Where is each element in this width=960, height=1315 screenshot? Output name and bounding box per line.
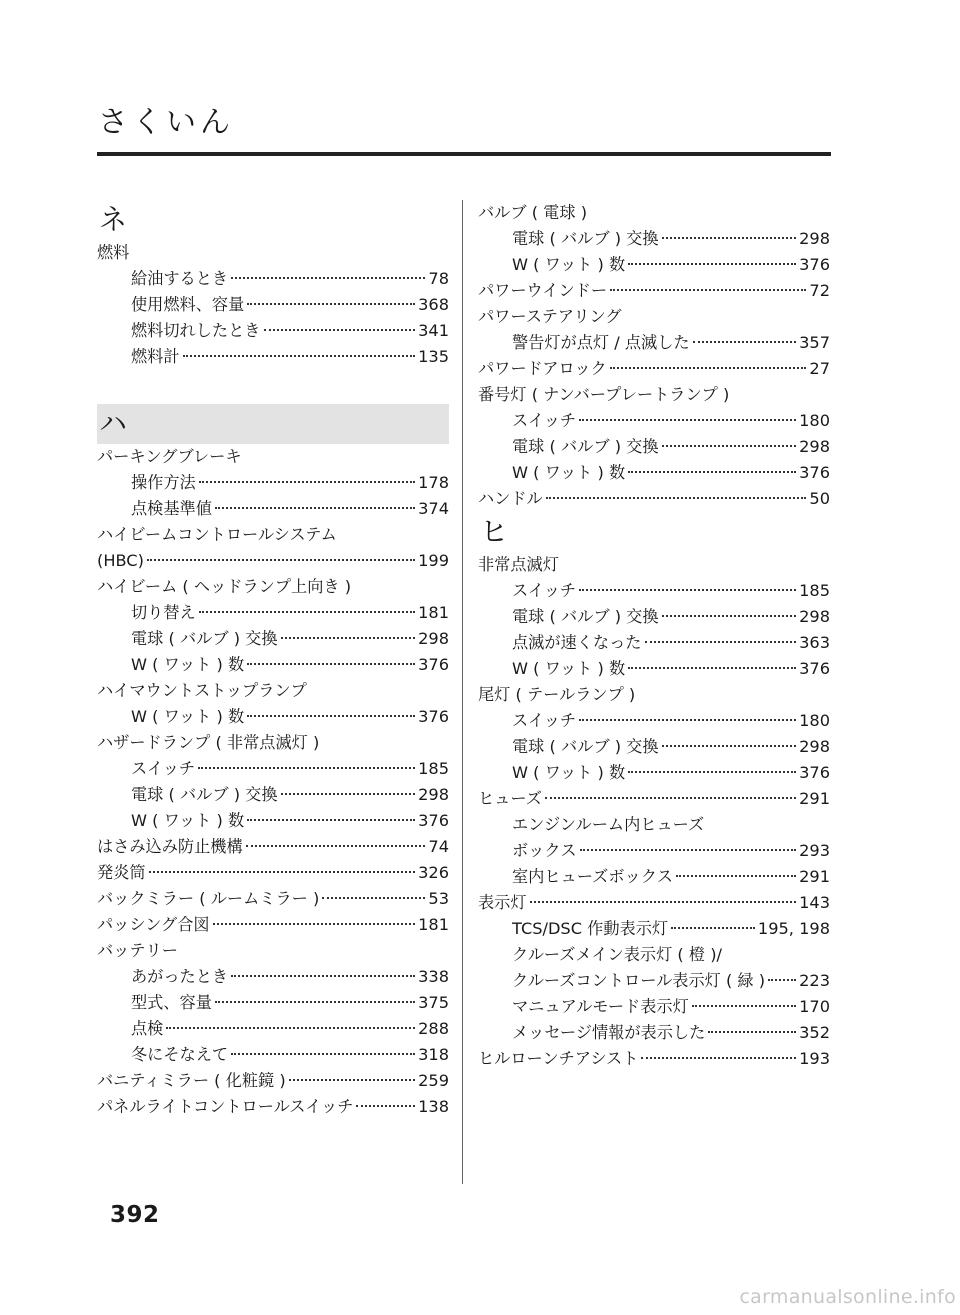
index-subentry xyxy=(97,496,449,522)
dot-leader xyxy=(199,611,415,613)
index-subentry xyxy=(478,604,830,630)
index-subentry xyxy=(97,964,449,990)
index-subentry xyxy=(97,292,449,318)
dot-leader xyxy=(580,849,797,851)
entry-label: スイッチ xyxy=(512,581,577,600)
index-subentry xyxy=(97,704,449,730)
entry-page-number: 376 xyxy=(799,659,830,678)
index-subentry xyxy=(97,600,449,626)
entry-page-number: 338 xyxy=(418,967,449,986)
entry-page-number: 180 xyxy=(799,411,830,430)
index-subentry xyxy=(478,838,830,864)
index-entry xyxy=(478,356,830,382)
index-subentry xyxy=(478,630,830,656)
index-subentry xyxy=(478,864,830,890)
index-subentry xyxy=(478,968,830,994)
entry-page-number: 341 xyxy=(418,321,449,340)
entry-page-number: 193 xyxy=(799,1049,830,1068)
entry-page-number: 78 xyxy=(428,269,449,288)
dot-leader xyxy=(692,1005,796,1007)
entry-label: W ( ワット ) 数 xyxy=(512,659,626,678)
dot-leader xyxy=(628,471,796,473)
entry-label: W ( ワット ) 数 xyxy=(512,255,626,274)
dot-leader xyxy=(289,1079,415,1081)
index-entry xyxy=(478,786,830,812)
index-entry xyxy=(97,912,449,938)
entry-label: パッシング合図 xyxy=(97,915,210,934)
entry-label: クルーズメイン表示灯 ( 橙 )/ xyxy=(512,945,722,964)
entry-page-number: 374 xyxy=(418,499,449,518)
entry-label: ハイビームコントロールシステム xyxy=(97,525,337,544)
dot-leader xyxy=(215,507,415,509)
entry-label: ヒューズ xyxy=(478,789,542,808)
entry-label: W ( ワット ) 数 xyxy=(131,655,245,674)
entry-label: ハイマウントストップランプ xyxy=(97,681,307,700)
entry-label: パワーウインドー xyxy=(478,281,608,300)
index-subentry xyxy=(478,460,830,486)
dot-leader xyxy=(231,975,415,977)
dot-leader xyxy=(645,641,797,643)
entry-label: エンジンルーム内ヒューズ xyxy=(512,815,705,834)
entry-page-number: 74 xyxy=(428,837,449,856)
dot-leader xyxy=(264,329,416,331)
entry-label: 警告灯が点灯 / 点滅した xyxy=(512,333,690,352)
watermark: carmanualsonline.info xyxy=(739,1286,956,1308)
entry-page-number: 298 xyxy=(418,629,449,648)
dot-leader xyxy=(213,923,416,925)
dot-leader xyxy=(231,277,425,279)
entry-label: 点検 xyxy=(131,1019,164,1038)
entry-page-number: 298 xyxy=(799,437,830,456)
entry-page-number: 53 xyxy=(428,889,449,908)
dot-leader xyxy=(215,1001,415,1003)
index-subentry xyxy=(478,656,830,682)
index-entry xyxy=(97,730,449,756)
dot-leader xyxy=(693,341,796,343)
dot-leader xyxy=(281,637,416,639)
entry-page-number: 180 xyxy=(799,711,830,730)
entry-page-number: 27 xyxy=(809,359,830,378)
index-entry xyxy=(97,1068,449,1094)
entry-label: バニティミラー ( 化粧鏡 ) xyxy=(97,1071,286,1090)
dot-leader xyxy=(662,615,797,617)
entry-label: 使用燃料、容量 xyxy=(131,295,245,314)
entry-label: バルブ ( 電球 ) xyxy=(478,203,588,222)
index-subentry xyxy=(478,578,830,604)
index-entry xyxy=(478,1046,830,1072)
index-entry xyxy=(478,278,830,304)
dot-leader xyxy=(247,663,415,665)
dot-leader xyxy=(356,1105,415,1107)
entry-label: 燃料計 xyxy=(131,347,180,366)
dot-leader xyxy=(628,771,796,773)
entry-page-number: 357 xyxy=(799,333,830,352)
index-subentry xyxy=(478,994,830,1020)
entry-page-number: 223 xyxy=(799,971,830,990)
index-subentry xyxy=(478,760,830,786)
index-subentry xyxy=(478,330,830,356)
entry-page-number: 326 xyxy=(418,863,449,882)
dot-leader xyxy=(610,289,806,291)
dot-leader xyxy=(662,445,797,447)
dot-leader xyxy=(198,767,415,769)
index-subentry xyxy=(478,734,830,760)
index-subentry xyxy=(478,942,830,968)
entry-page-number: 185 xyxy=(418,759,449,778)
index-entry xyxy=(478,200,830,226)
entry-page-number: 352 xyxy=(799,1023,830,1042)
entry-label: 点検基準値 xyxy=(131,499,212,518)
entry-label: ヒルローンチアシスト xyxy=(478,1049,639,1068)
index-entry xyxy=(97,886,449,912)
entry-label: 電球 ( バルブ ) 交換 xyxy=(131,785,278,804)
entry-label: 非常点滅灯 xyxy=(478,555,559,574)
index-subentry xyxy=(478,226,830,252)
entry-page-number: 363 xyxy=(799,633,830,652)
entry-label: 点滅が速くなった xyxy=(512,633,642,652)
entry-label: バッテリー xyxy=(97,941,178,960)
entry-label: ハンドル xyxy=(478,489,543,508)
index-entry xyxy=(478,552,830,578)
index-subentry xyxy=(478,708,830,734)
dot-leader xyxy=(231,1053,415,1055)
entry-label: 室内ヒューズボックス xyxy=(512,867,673,886)
dot-leader xyxy=(641,1057,796,1059)
entry-page-number: 181 xyxy=(418,915,449,934)
index-subentry xyxy=(97,990,449,1016)
entry-page-number: 376 xyxy=(799,255,830,274)
entry-label: パーキングブレーキ xyxy=(97,447,242,466)
dot-leader xyxy=(247,303,415,305)
entry-label: クルーズコントロール表示灯 ( 緑 ) xyxy=(512,971,766,990)
entry-page-number: 195, 198 xyxy=(757,919,830,938)
entry-page-number: 293 xyxy=(799,841,830,860)
dot-leader xyxy=(768,979,796,981)
entry-page-number: 298 xyxy=(799,737,830,756)
dot-leader xyxy=(579,419,796,421)
entry-label: 電球 ( バルブ ) 交換 xyxy=(512,607,659,626)
entry-label: マニュアルモード表示灯 xyxy=(512,997,689,1016)
index-subentry xyxy=(478,812,830,838)
dot-leader xyxy=(183,355,416,357)
entry-label: 電球 ( バルブ ) 交換 xyxy=(512,229,659,248)
index-subentry xyxy=(478,252,830,278)
entry-label: W ( ワット ) 数 xyxy=(131,811,245,830)
entry-page-number: 138 xyxy=(418,1097,449,1116)
entry-label: 尾灯 ( テールランプ ) xyxy=(478,685,636,704)
index-entry xyxy=(97,444,449,470)
entry-page-number: 178 xyxy=(418,473,449,492)
index-entry xyxy=(478,486,830,512)
entry-page-number: 72 xyxy=(809,281,830,300)
dot-leader xyxy=(628,667,796,669)
entry-label: 電球 ( バルブ ) 交換 xyxy=(512,737,659,756)
index-subentry xyxy=(478,1020,830,1046)
entry-label: あがったとき xyxy=(131,967,229,986)
index-subentry xyxy=(97,626,449,652)
page-number: 392 xyxy=(110,1202,160,1228)
dot-leader xyxy=(671,927,755,929)
entry-label: 電球 ( バルブ ) 交換 xyxy=(512,437,659,456)
entry-page-number: 376 xyxy=(799,763,830,782)
entry-page-number: 135 xyxy=(418,347,449,366)
entry-page-number: 298 xyxy=(799,229,830,248)
index-subentry xyxy=(97,266,449,292)
entry-page-number: 291 xyxy=(799,789,830,808)
index-entry xyxy=(97,860,449,886)
dot-leader xyxy=(610,367,807,369)
dot-leader xyxy=(546,497,807,499)
entry-label: 給油するとき xyxy=(131,269,229,288)
entry-page-number: 185 xyxy=(799,581,830,600)
entry-label: W ( ワット ) 数 xyxy=(512,763,626,782)
section-gap xyxy=(97,370,449,404)
entry-label: スイッチ xyxy=(512,411,577,430)
entry-page-number: 288 xyxy=(418,1019,449,1038)
index-subentry xyxy=(478,408,830,434)
dot-leader xyxy=(662,745,797,747)
entry-label: はさみ込み防止機構 xyxy=(97,837,243,856)
entry-page-number: 170 xyxy=(799,997,830,1016)
entry-label: W ( ワット ) 数 xyxy=(131,707,245,726)
section-heading: ヒ xyxy=(480,515,509,548)
dot-leader xyxy=(530,901,797,903)
index-subentry xyxy=(97,756,449,782)
entry-page-number: 50 xyxy=(809,489,830,508)
dot-leader xyxy=(199,481,415,483)
index-entry xyxy=(478,890,830,916)
dot-leader xyxy=(662,237,797,239)
index-subentry xyxy=(97,1016,449,1042)
entry-page-number: 259 xyxy=(418,1071,449,1090)
index-subentry xyxy=(97,782,449,808)
index-entry xyxy=(97,834,449,860)
index-subentry xyxy=(97,344,449,370)
entry-page-number: 376 xyxy=(799,463,830,482)
entry-page-number: 199 xyxy=(418,551,449,570)
dot-leader xyxy=(579,589,796,591)
section-heading: ハ xyxy=(97,404,449,444)
index-subentry xyxy=(97,470,449,496)
dot-leader xyxy=(246,845,426,847)
entry-page-number: 375 xyxy=(418,993,449,1012)
entry-label: 燃料切れしたとき xyxy=(131,321,261,340)
entry-page-number: 376 xyxy=(418,811,449,830)
entry-label: (HBC) xyxy=(97,551,144,570)
dot-leader xyxy=(247,715,415,717)
dot-leader xyxy=(322,897,425,899)
index-column-left xyxy=(97,200,449,1120)
entry-label: 操作方法 xyxy=(131,473,196,492)
dot-leader xyxy=(676,875,796,877)
entry-page-number: 143 xyxy=(799,893,830,912)
entry-label: ハイビーム ( ヘッドランプ上向き ) xyxy=(97,577,352,596)
dot-leader xyxy=(628,263,796,265)
dot-leader xyxy=(247,819,415,821)
entry-label: W ( ワット ) 数 xyxy=(512,463,626,482)
index-entry xyxy=(97,548,449,574)
entry-page-number: 291 xyxy=(799,867,830,886)
entry-label: パワードアロック xyxy=(478,359,607,378)
column-divider xyxy=(462,200,463,1184)
entry-page-number: 181 xyxy=(418,603,449,622)
index-entry xyxy=(478,304,830,330)
index-entry xyxy=(97,678,449,704)
entry-label: メッセージ情報が表示した xyxy=(512,1023,706,1042)
header-rule xyxy=(97,152,831,156)
entry-page-number: 298 xyxy=(799,607,830,626)
index-subentry xyxy=(478,916,830,942)
section-heading: ネ xyxy=(99,203,128,236)
entry-label: パワーステアリング xyxy=(478,307,622,326)
entry-label: 番号灯 ( ナンバープレートランプ ) xyxy=(478,385,730,404)
entry-label: ハザードランプ ( 非常点滅灯 ) xyxy=(97,733,320,752)
dot-leader xyxy=(166,1027,415,1029)
index-subentry xyxy=(97,808,449,834)
entry-page-number: 368 xyxy=(418,295,449,314)
index-entry xyxy=(97,1094,449,1120)
entry-label: スイッチ xyxy=(512,711,577,730)
index-entry xyxy=(97,240,449,266)
entry-label: バックミラー ( ルームミラー ) xyxy=(97,889,320,908)
entry-page-number: 376 xyxy=(418,655,449,674)
index-subentry xyxy=(97,652,449,678)
entry-label: 電球 ( バルブ ) 交換 xyxy=(131,629,278,648)
entry-label: 燃料 xyxy=(97,243,130,262)
dot-leader xyxy=(708,1031,796,1033)
entry-page-number: 376 xyxy=(418,707,449,726)
entry-label: スイッチ xyxy=(131,759,196,778)
index-entry xyxy=(97,938,449,964)
entry-label: パネルライトコントロールスイッチ xyxy=(97,1097,354,1116)
entry-label: 表示灯 xyxy=(478,893,527,912)
entry-label: 発炎筒 xyxy=(97,863,146,882)
entry-label: 型式、容量 xyxy=(131,993,212,1012)
entry-label: 冬にそなえて xyxy=(131,1045,229,1064)
entry-label: 切り替え xyxy=(131,603,196,622)
entry-label: TCS/DSC 作動表示灯 xyxy=(512,919,669,938)
index-column-right xyxy=(478,200,830,1072)
index-subentry xyxy=(97,318,449,344)
page-title: さくいん xyxy=(98,105,234,140)
index-entry xyxy=(97,522,449,548)
dot-leader xyxy=(147,559,415,561)
dot-leader xyxy=(545,797,796,799)
dot-leader xyxy=(281,793,416,795)
dot-leader xyxy=(579,719,796,721)
index-subentry xyxy=(478,434,830,460)
dot-leader xyxy=(149,871,416,873)
entry-label: ボックス xyxy=(512,841,577,860)
index-entry xyxy=(478,382,830,408)
index-subentry xyxy=(97,1042,449,1068)
entry-page-number: 318 xyxy=(418,1045,449,1064)
index-entry xyxy=(478,682,830,708)
index-entry xyxy=(97,574,449,600)
entry-page-number: 298 xyxy=(418,785,449,804)
